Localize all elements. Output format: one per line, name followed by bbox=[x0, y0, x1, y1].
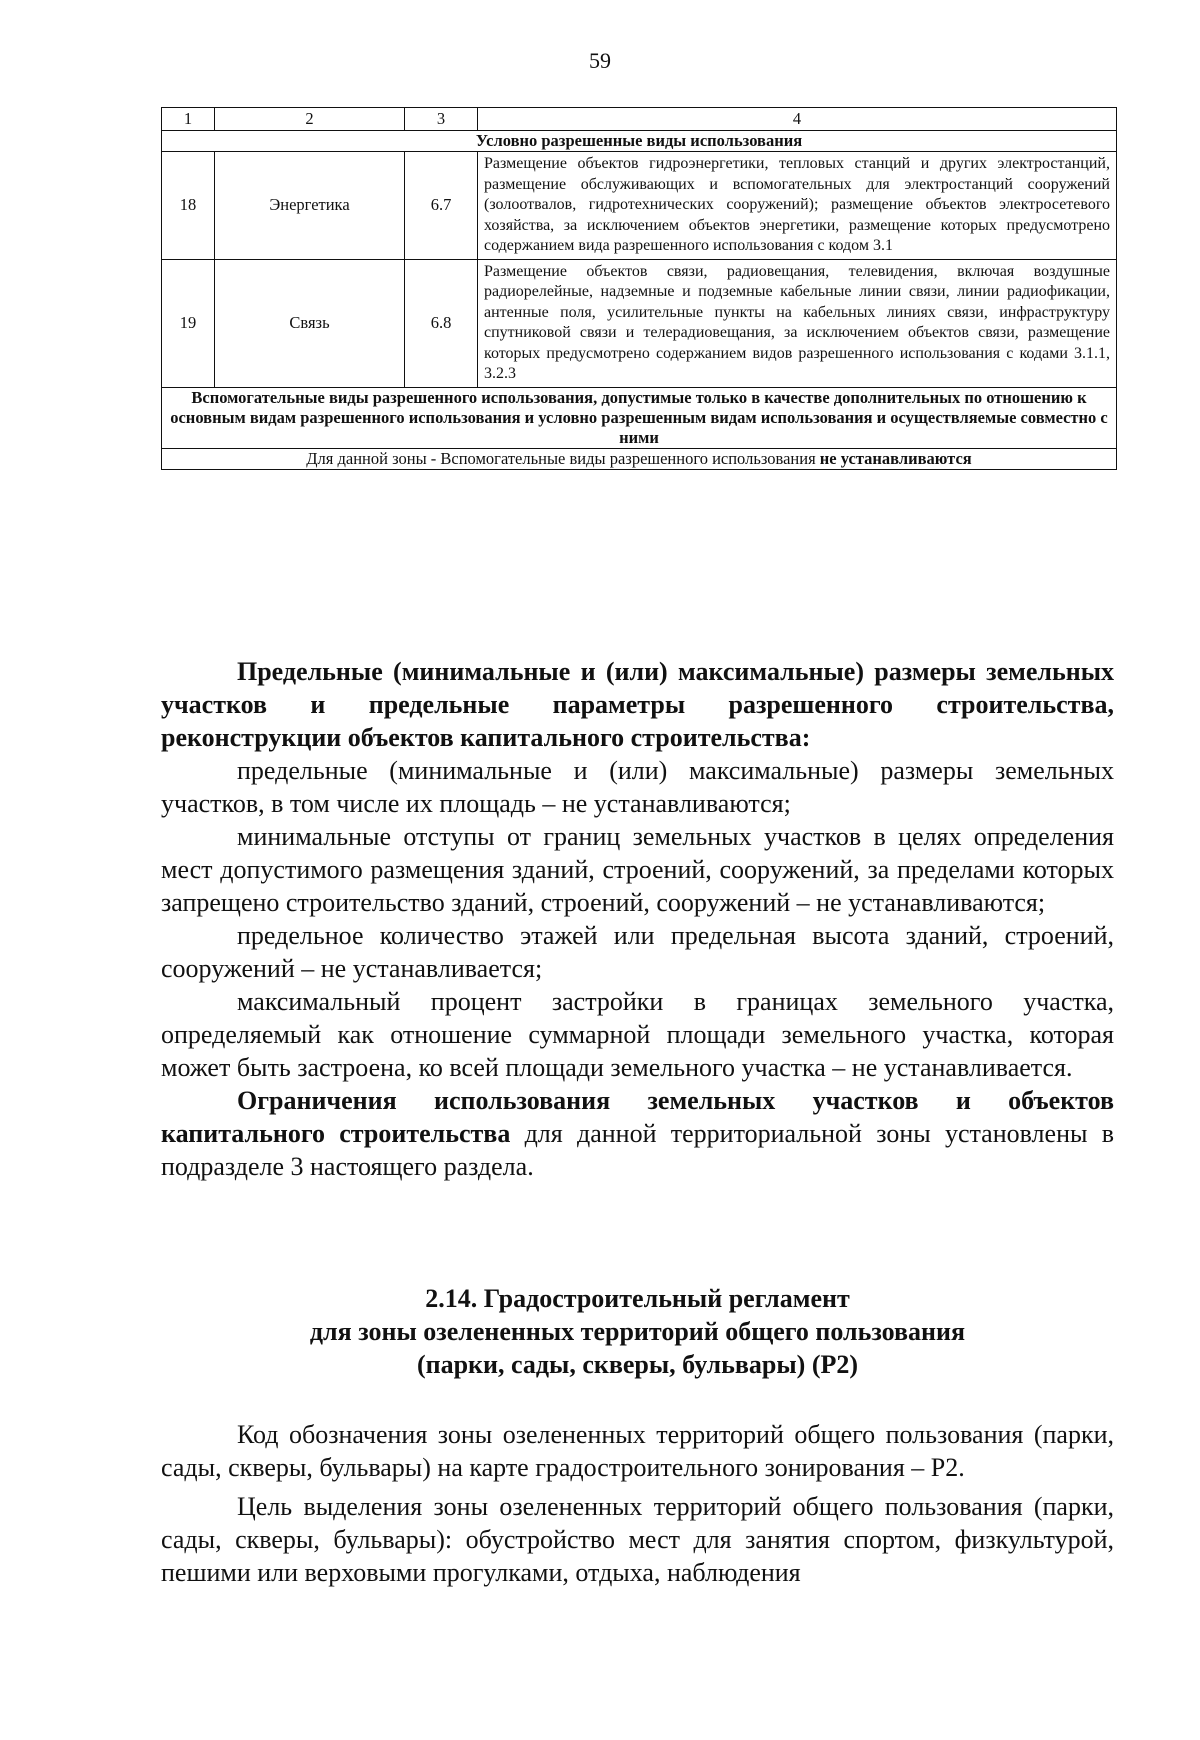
limits-section bbox=[161, 655, 1114, 1183]
use-type-code: 6.8 bbox=[405, 259, 478, 387]
table-column-numbers bbox=[162, 108, 1117, 131]
paragraph: максимальный процент застройки в границах земельного участка, определяемый как отношение суммарной площади земельного участка, которая может быть застроена, ко всей площади земельного участка – не устанавливается. bbox=[161, 987, 1114, 1082]
section-header-row bbox=[162, 131, 1117, 152]
section-header-conditional: Условно разрешенные виды использования bbox=[162, 131, 1117, 152]
use-type-code: 6.7 bbox=[405, 152, 478, 260]
row-number: 19 bbox=[162, 259, 215, 387]
use-type-name: Энергетика bbox=[215, 152, 405, 260]
table-row bbox=[162, 152, 1117, 260]
limits-heading: Предельные (минимальные и (или) максимальные) размеры земельных участков и предельные параметры разрешенного строительства, реконструкции объектов капитального строительства: bbox=[161, 657, 1114, 752]
column-number: 3 bbox=[405, 108, 478, 131]
section-title-line: 2.14. Градостроительный регламент bbox=[425, 1284, 850, 1313]
table-note-emphasis: не устанавливаются bbox=[819, 448, 972, 468]
paragraph: предельные (минимальные и (или) максимальные) размеры земельных участков, в том числе их площадь – не устанавливаются; bbox=[161, 756, 1114, 818]
land-use-table bbox=[161, 107, 1117, 470]
paragraph: Цель выделения зоны озелененных территорий общего пользования (парки, сады, скверы, бульвары): обустройство мест для занятия спортом, физкультурой, пешими или верховыми прогулками, отдыха, наблюдения bbox=[161, 1492, 1114, 1587]
column-number: 4 bbox=[478, 108, 1117, 131]
table-note-text: Для данной зоны - Вспомогательные виды разрешенного использования bbox=[306, 448, 820, 468]
table-note bbox=[162, 448, 1117, 469]
section-body bbox=[161, 1418, 1114, 1589]
paragraph: минимальные отступы от границ земельных участков в целях определения мест допустимого размещения зданий, строений, сооружений, за пределами которых запрещено строительство зданий, строений, сооружений – не устанавливаются; bbox=[161, 822, 1114, 917]
paragraph: предельное количество этажей или предельная высота зданий, строений, сооружений – не устанавливается; bbox=[161, 921, 1114, 983]
section-header-auxiliary: Вспомогательные виды разрешенного использования, допустимые только в качестве дополнительных по отношению к основным видам разрешенного использования и условно разрешенным видам использования и осуществляемые совместно с ними bbox=[162, 387, 1117, 448]
column-number: 1 bbox=[162, 108, 215, 131]
section-title bbox=[161, 1282, 1114, 1381]
use-type-name: Связь bbox=[215, 259, 405, 387]
use-type-description: Размещение объектов гидроэнергетики, тепловых станций и других электростанций, размещение обслуживающих и вспомогательных для электростанций сооружений (золоотвалов, гидротехнических сооружений); размещение объектов электросетевого хозяйства, за исключением объектов энергетики, размещение которых предусмотрено содержанием вида разрешенного использования с кодом 3.1 bbox=[478, 152, 1117, 260]
restrictions-paragraph bbox=[161, 1084, 1114, 1183]
restrictions-rest: для данной территориальной зоны установлены в подразделе 3 настоящего раздела. bbox=[161, 1119, 1114, 1181]
table-row bbox=[162, 259, 1117, 387]
section-header-row bbox=[162, 387, 1117, 448]
section-title-line: (парки, сады, скверы, бульвары) (Р2) bbox=[416, 1350, 859, 1379]
table-note-row bbox=[162, 448, 1117, 469]
use-type-description: Размещение объектов связи, радиовещания, телевидения, включая воздушные радиорелейные, надземные и подземные кабельные линии связи, линии радиофикации, антенные поля, усилительные пункты на кабельных линиях связи, инфраструктуру спутниковой связи и телерадиовещания, за исключением объектов связи, размещение которых предусмотрено содержанием видов разрешенного использования с кодами 3.1.1, 3.2.3 bbox=[478, 259, 1117, 387]
section-title-line: для зоны озелененных территорий общего пользования bbox=[309, 1317, 966, 1346]
restrictions-bold: Ограничения использования земельных участков и объектов капитального строительства bbox=[161, 1086, 1114, 1148]
paragraph: Код обозначения зоны озелененных территорий общего пользования (парки, сады, скверы, бульвары) на карте градостроительного зонирования – Р2. bbox=[161, 1420, 1114, 1482]
column-number: 2 bbox=[215, 108, 405, 131]
row-number: 18 bbox=[162, 152, 215, 260]
page-number: 59 bbox=[589, 48, 611, 73]
